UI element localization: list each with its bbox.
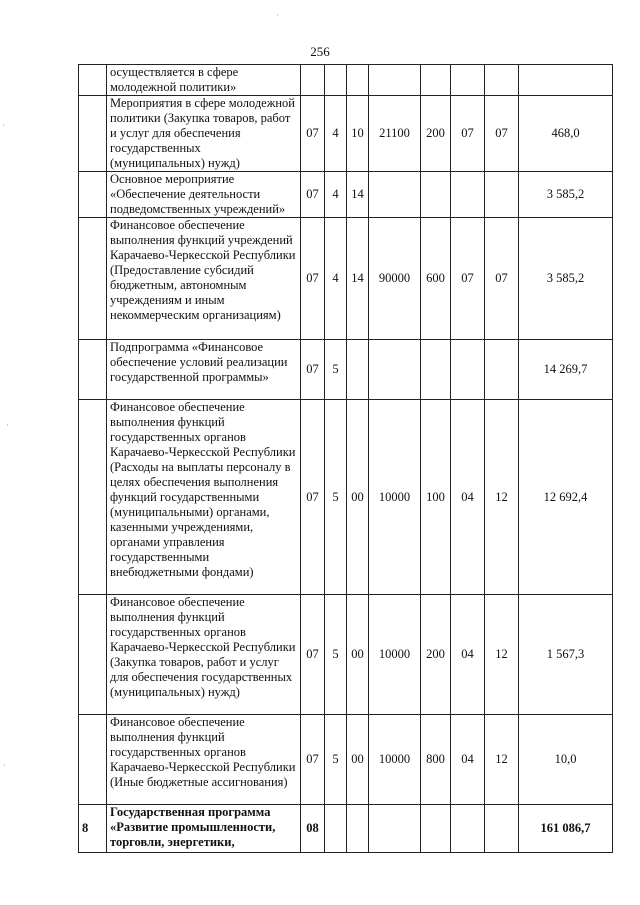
- cell-num: [79, 96, 107, 172]
- budget-table: [78, 64, 613, 853]
- cell-c5: [421, 172, 451, 218]
- cell-c2: 4: [325, 218, 347, 340]
- cell-c2: 5: [325, 340, 347, 400]
- cell-c4: [369, 805, 421, 853]
- table-row: [79, 172, 613, 218]
- cell-num: [79, 400, 107, 595]
- cell-amount: 10,0: [519, 715, 613, 805]
- cell-c5: [421, 340, 451, 400]
- cell-c1: 07: [301, 96, 325, 172]
- cell-amount: 3 585,2: [519, 218, 613, 340]
- cell-desc: Основное мероприятие «Обеспечение деятельности подведомственных учреждений»: [107, 172, 301, 218]
- cell-c3: 00: [347, 715, 369, 805]
- table-row: [79, 340, 613, 400]
- cell-c2: [325, 805, 347, 853]
- scan-speck: ·: [6, 420, 9, 430]
- cell-c4: 21100: [369, 96, 421, 172]
- cell-c5: [421, 65, 451, 96]
- table-row: [79, 715, 613, 805]
- cell-c5: 600: [421, 218, 451, 340]
- cell-c7: 07: [485, 96, 519, 172]
- page-number: 256: [310, 44, 330, 59]
- cell-c6: [451, 805, 485, 853]
- table-row: [79, 96, 613, 172]
- cell-c1: 07: [301, 715, 325, 805]
- cell-amount: 14 269,7: [519, 340, 613, 400]
- scan-speck: ·: [276, 10, 279, 20]
- cell-c6: 04: [451, 715, 485, 805]
- table-row: [79, 595, 613, 715]
- cell-c7: 12: [485, 400, 519, 595]
- cell-desc: Финансовое обеспечение выполнения функций государственных органов Карачаево-Черкесской Республики (Расходы на выплаты персоналу в целях обеспечения выполнения функций государственными (муниципальными) органами, казенными учреждениями, органами управления государственными внебюджетными фондами): [107, 400, 301, 595]
- cell-num: 8: [79, 805, 107, 853]
- cell-c4: 10000: [369, 400, 421, 595]
- cell-c2: 5: [325, 715, 347, 805]
- cell-desc: Финансовое обеспечение выполнения функций государственных органов Карачаево-Черкесской Республики (Закупка товаров, работ и услуг для обеспечения государственных (муниципальных) нужд): [107, 595, 301, 715]
- cell-amount: 468,0: [519, 96, 613, 172]
- cell-desc: Финансовое обеспечение выполнения функций учреждений Карачаево-Черкесской Республики (Предоставление субсидий бюджетным, автономным учреждениям и иным некоммерческим организациям): [107, 218, 301, 340]
- cell-c1: [301, 65, 325, 96]
- cell-num: [79, 65, 107, 96]
- cell-c3: 14: [347, 172, 369, 218]
- cell-c6: 04: [451, 595, 485, 715]
- cell-c4: 10000: [369, 715, 421, 805]
- cell-desc: Мероприятия в сфере молодежной политики (Закупка товаров, работ и услуг для обеспечения государственных (муниципальных) нужд): [107, 96, 301, 172]
- scan-speck: ·: [3, 760, 6, 770]
- cell-c3: 00: [347, 595, 369, 715]
- cell-c7: [485, 65, 519, 96]
- cell-c7: 12: [485, 595, 519, 715]
- cell-c5: 200: [421, 595, 451, 715]
- cell-desc: Государственная программа «Развитие промышленности, торговли, энергетики,: [107, 805, 301, 853]
- table-body: [79, 65, 613, 853]
- cell-num: [79, 595, 107, 715]
- cell-c6: 07: [451, 96, 485, 172]
- cell-c7: [485, 172, 519, 218]
- table-row: [79, 805, 613, 853]
- cell-amount: 161 086,7: [519, 805, 613, 853]
- cell-c4: 90000: [369, 218, 421, 340]
- cell-c2: [325, 65, 347, 96]
- cell-c5: 200: [421, 96, 451, 172]
- cell-c1: 07: [301, 400, 325, 595]
- cell-c5: [421, 805, 451, 853]
- cell-num: [79, 172, 107, 218]
- cell-c5: 100: [421, 400, 451, 595]
- cell-c5: 800: [421, 715, 451, 805]
- cell-c7: 07: [485, 218, 519, 340]
- cell-c7: [485, 805, 519, 853]
- cell-c2: 5: [325, 400, 347, 595]
- cell-desc: Финансовое обеспечение выполнения функций государственных органов Карачаево-Черкесской Республики (Иные бюджетные ассигнования): [107, 715, 301, 805]
- cell-c2: 4: [325, 96, 347, 172]
- cell-c6: [451, 65, 485, 96]
- cell-amount: 3 585,2: [519, 172, 613, 218]
- cell-c1: 07: [301, 595, 325, 715]
- cell-c6: [451, 340, 485, 400]
- cell-c7: 12: [485, 715, 519, 805]
- table-row: [79, 65, 613, 96]
- cell-c1: 07: [301, 218, 325, 340]
- cell-c4: [369, 340, 421, 400]
- cell-amount: 1 567,3: [519, 595, 613, 715]
- cell-amount: 12 692,4: [519, 400, 613, 595]
- table-row: [79, 218, 613, 340]
- table-row: [79, 400, 613, 595]
- cell-c2: 4: [325, 172, 347, 218]
- cell-c4: 10000: [369, 595, 421, 715]
- cell-c3: [347, 805, 369, 853]
- cell-c1: 07: [301, 340, 325, 400]
- cell-c6: 04: [451, 400, 485, 595]
- cell-c3: 10: [347, 96, 369, 172]
- cell-amount: [519, 65, 613, 96]
- cell-c2: 5: [325, 595, 347, 715]
- cell-num: [79, 340, 107, 400]
- cell-c3: 00: [347, 400, 369, 595]
- cell-num: [79, 218, 107, 340]
- cell-c3: [347, 340, 369, 400]
- cell-c3: 14: [347, 218, 369, 340]
- cell-c1: 08: [301, 805, 325, 853]
- cell-c4: [369, 65, 421, 96]
- cell-c3: [347, 65, 369, 96]
- cell-desc: осуществляется в сфере молодежной политики»: [107, 65, 301, 96]
- cell-c6: 07: [451, 218, 485, 340]
- cell-c1: 07: [301, 172, 325, 218]
- cell-num: [79, 715, 107, 805]
- cell-c6: [451, 172, 485, 218]
- cell-desc: Подпрограмма «Финансовое обеспечение условий реализации государственной программы»: [107, 340, 301, 400]
- cell-c7: [485, 340, 519, 400]
- cell-c4: [369, 172, 421, 218]
- scan-speck: ·: [2, 120, 5, 130]
